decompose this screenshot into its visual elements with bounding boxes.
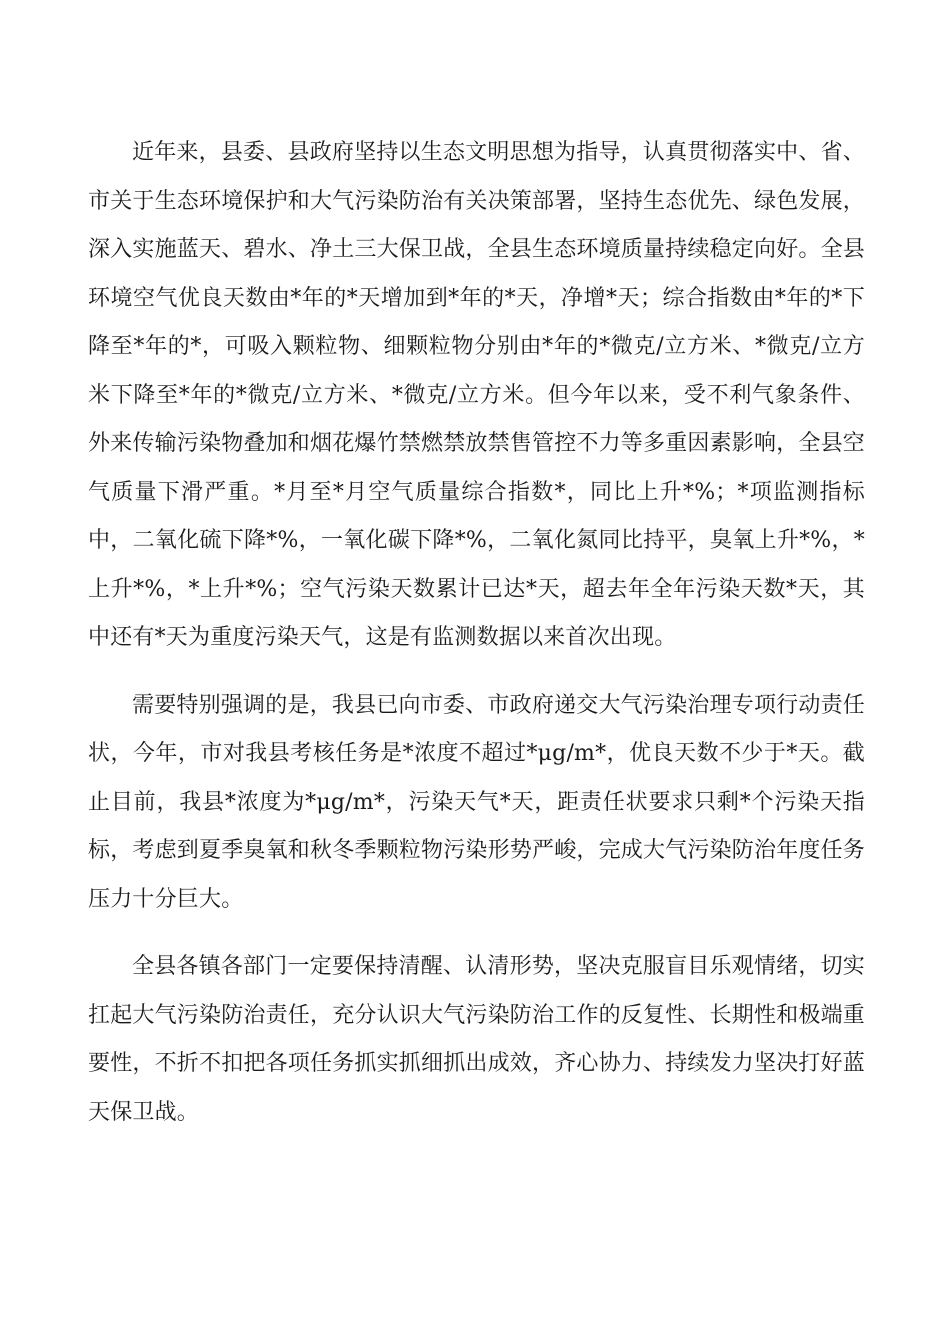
document-body	[88, 129, 865, 1156]
paragraph-1: 近年来，县委、县政府坚持以生态文明思想为指导，认真贯彻落实中、省、市关于生态环境保护和大气污染防治有关决策部署，坚持生态优先、绿色发展，深入实施蓝天、碧水、净土三大保卫战，全县生态环境质量持续稳定向好。全县环境空气优良天数由*年的*天增加到*年的*天，净增*天；综合指数由*年的*下降至*年的*，可吸入颗粒物、细颗粒物分别由*年的*微克/立方米、*微克/立方米下降至*年的*微克/立方米、*微克/立方米。但今年以来，受不利气象条件、外来传输污染物叠加和烟花爆竹禁燃禁放禁售管控不力等多重因素影响，全县空气质量下滑严重。*月至*月空气质量综合指数*，同比上升*%；*项监测指标中，二氧化硫下降*%，一氧化碳下降*%，二氧化氮同比持平，臭氧上升*%，*上升*%，*上升*%；空气污染天数累计已达*天，超去年全年污染天数*天，其中还有*天为重度污染天气，这是有监测数据以来首次出现。	[88, 140, 866, 650]
paragraph-3: 全县各镇各部门一定要保持清醒、认清形势，坚决克服盲目乐观情绪，切实扛起大气污染防治责任，充分认识大气污染防治工作的反复性、长期性和极端重要性，不折不扣把各项任务抓实抓细抓出成效，齐心协力、持续发力坚决打好蓝天保卫战。	[88, 954, 866, 1125]
paragraph-2: 需要特别强调的是，我县已向市委、市政府递交大气污染治理专项行动责任状，今年，市对我县考核任务是*浓度不超过*μg/m*，优良天数不少于*天。截止目前，我县*浓度为*μg/m*，污染天气*天，距责任状要求只剩*个污染天指标，考虑到夏季臭氧和秋冬季颗粒物污染形势严峻，完成大气污染防治年度任务压力十分巨大。	[88, 692, 866, 912]
